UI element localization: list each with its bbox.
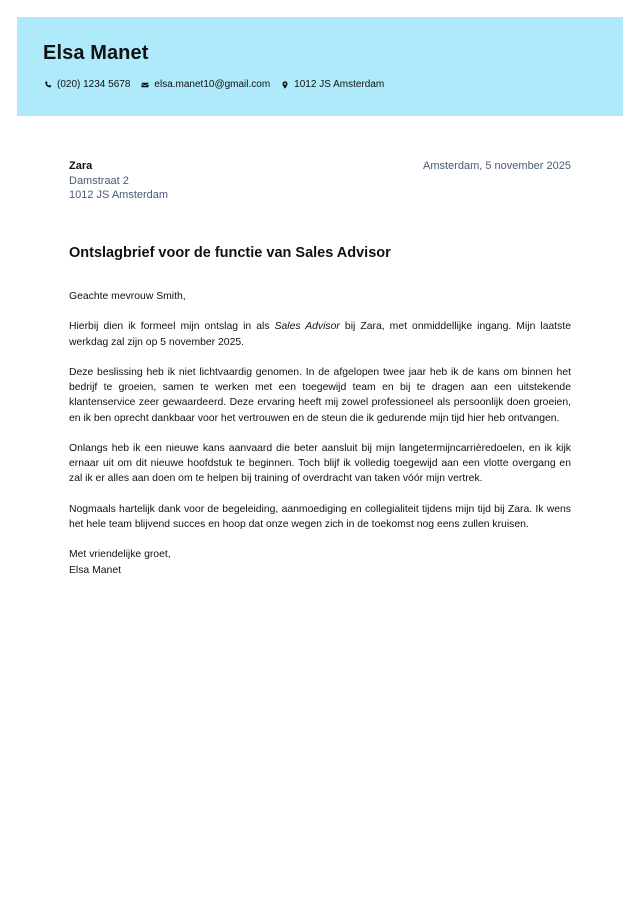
paragraph-1-end: bij Zara, met onmiddellijke ingang. Mijn laatste werkdag zal zijn op 5 november 2025.	[69, 321, 572, 348]
contact-email-text: elsa.manet10@gmail.com	[154, 79, 271, 90]
greeting: Geachte mevrouw Smith,	[69, 291, 186, 302]
sender-name: Elsa Manet	[43, 42, 149, 64]
recipient-street: Damstraat 2	[69, 174, 129, 187]
letter-subject: Ontslagbrief voor de functie van Sales Advisor	[69, 245, 391, 261]
phone-icon	[44, 81, 52, 89]
contact-phone-text: (020) 1234 5678	[57, 79, 131, 90]
job-title: Sales Advisor	[274, 321, 340, 333]
mail-icon	[141, 81, 149, 89]
contact-location	[281, 79, 384, 90]
contact-location-text: 1012 JS Amsterdam	[294, 79, 385, 90]
signature-name: Elsa Manet	[69, 564, 121, 576]
recipient-city: 1012 JS Amsterdam	[69, 189, 169, 201]
contact-bar	[44, 79, 395, 90]
recipient-block	[69, 159, 168, 203]
paragraph-3: Onlangs heb ik een nieuwe kans aanvaard die beter aansluit bij mijn langetermijncarrièredoelen, en ik kijk ernaar uit om dit nieuwe hoofdstuk te beginnen. Toch blijf ik volledig toegewijd aan een vlotte overgang en zal ik er alles aan doen om te helpen bij training of overdracht van taken vóór mijn vertrek.	[69, 442, 571, 485]
paragraph-1-start: Hierbij dien ik formeel mijn ontslag in als	[69, 321, 275, 333]
paragraph-4: Nogmaals hartelijk dank voor de begeleiding, aanmoediging en collegialiteit tijdens mijn tijd bij Zara. Ik wens het hele team blijvend succes en hoop dat onze wegen zich in de toekomst nog eens zullen kruisen.	[69, 503, 571, 530]
recipient-company: Zara	[69, 160, 93, 172]
contact-phone	[44, 79, 130, 90]
sign-off	[69, 547, 571, 577]
paragraph-1	[69, 319, 571, 349]
letter-body	[69, 289, 571, 593]
location-pin-icon	[281, 81, 289, 89]
closing: Met vriendelijke groet,	[69, 549, 171, 561]
place-date: Amsterdam, 5 november 2025	[423, 160, 571, 172]
contact-email	[141, 79, 270, 90]
paragraph-2: Deze beslissing heb ik niet lichtvaardig genomen. In de afgelopen twee jaar heb ik de kans om binnen het bedrijf te groeien, samen te werken met een toegewijd team en bij te dragen aan een uitstekende klantenservice zeer gewaardeerd. Deze ervaring heeft mij zowel professioneel als persoonlijk doen groeien, en ik ben oprecht dankbaar voor het vertrouwen en de steun die ik gedurende mijn tijd hier heb ontvangen.	[69, 366, 571, 424]
header-banner	[17, 17, 623, 116]
